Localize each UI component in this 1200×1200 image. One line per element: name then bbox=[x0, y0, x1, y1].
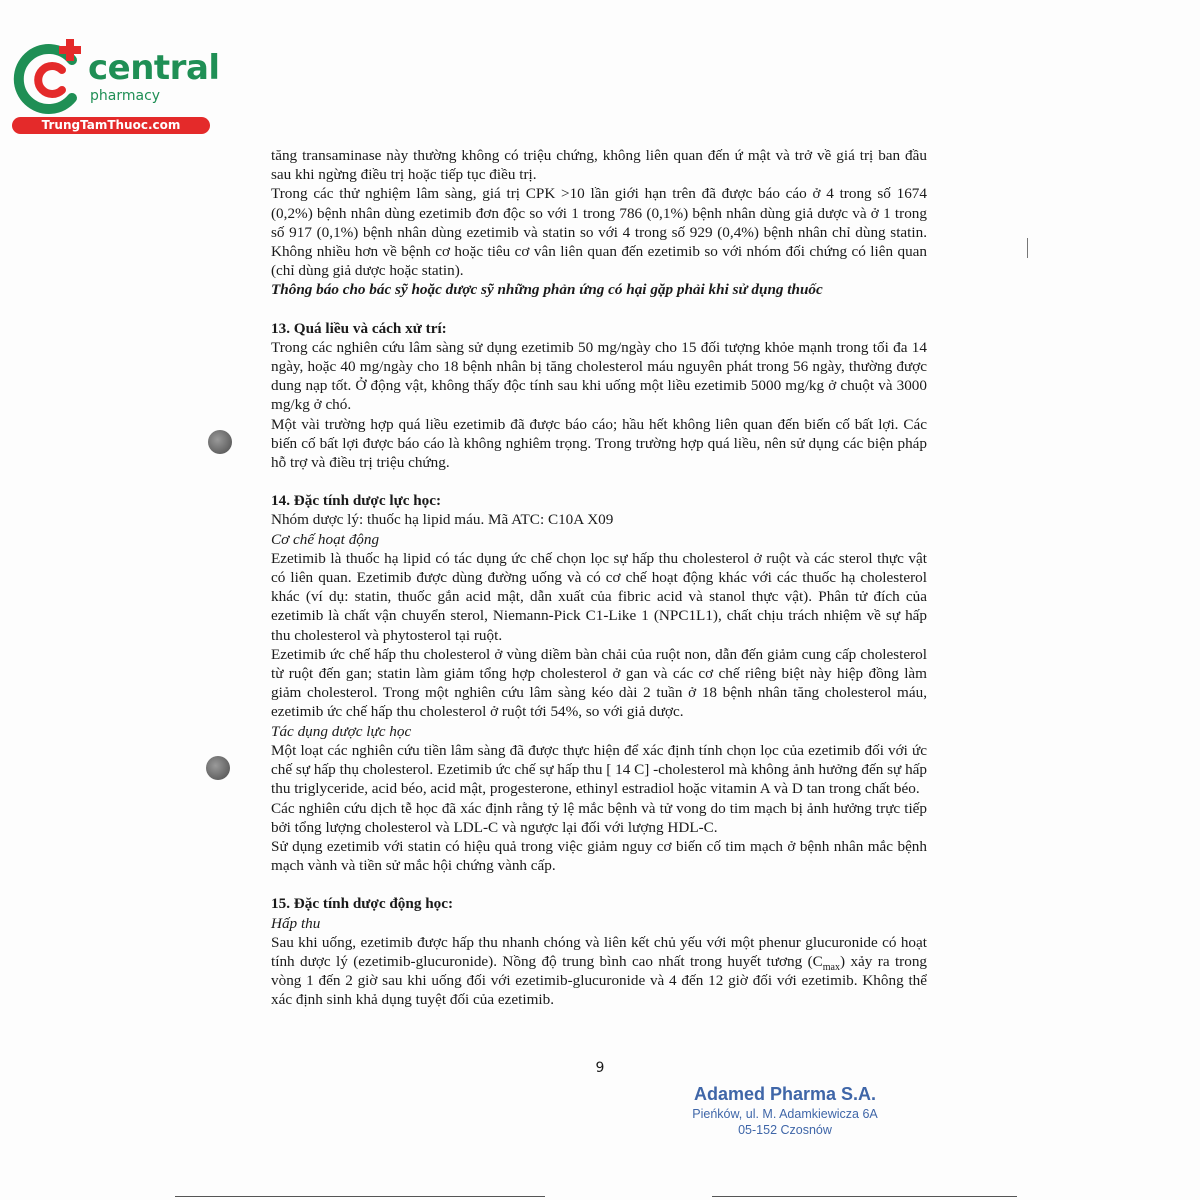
logo-subtitle: pharmacy bbox=[90, 88, 161, 104]
logo-url-banner: TrungTamThuoc.com bbox=[12, 117, 210, 134]
subheading: Tác dụng dược lực học bbox=[271, 722, 412, 740]
cmax-subscript: max bbox=[822, 961, 840, 973]
page-number: 9 bbox=[595, 1060, 605, 1076]
absorption-paragraph bbox=[271, 933, 927, 1010]
absorption-text-before: Sau khi uống, ezetimib được hấp thu nhanh chóng và liên kết chủ yếu với một phenur glucuronide có hoạt tính dược lý (ezetimib-glucuronide). Nồng độ trung bình cao nhất trong huyết tương (C bbox=[271, 933, 927, 970]
punch-hole bbox=[206, 756, 230, 780]
logo-mark-icon bbox=[10, 36, 94, 120]
report-notice: Thông báo cho bác sỹ hoặc dược sỹ những phản ứng có hại gặp phải khi sử dụng thuốc bbox=[271, 281, 823, 299]
paragraph: Ezetimib là thuốc hạ lipid có tác dụng ức chế chọn lọc sự hấp thu cholesterol ở ruột và các sterol thực vật có liên quan. Ezetimib được dùng đường uống và có cơ chế hoạt động khác với các thuốc hạ cholesterol khác (ví dụ: statin, thuốc gắn acid mật, dẫn xuất của fibric acid và stanol thực vật). Phân tử đích của ezetimib là chất vận chuyển sterol, Niemann-Pick C1-Like 1 (NPC1L1), chất chịu trách nhiệm về sự hấp thu cholesterol và phytosterol tại ruột. bbox=[271, 549, 927, 644]
stamp-address-line2: 05-152 Czosnów bbox=[738, 1123, 832, 1137]
paragraph: Ezetimib ức chế hấp thu cholesterol ở vùng diềm bàn chải của ruột non, dẫn đến giảm cung cấp cholesterol từ ruột đến gan; statin làm giảm tổng hợp cholesterol ở gan và các cơ chế riêng biệt này hiệp đồng làm giảm cholesterol. Trong một nghiên cứu lâm sàng kéo dài 2 tuần ở 18 bệnh nhân tăng cholesterol máu, ezetimib ức chế hấp thu cholesterol ở ruột tới 54%, so với giả dược. bbox=[271, 645, 927, 721]
stamp-company-name: Adamed Pharma S.A. bbox=[693, 1084, 877, 1104]
paragraph: Trong các thử nghiệm lâm sàng, giá trị CPK >10 lần giới hạn trên đã được báo cáo ở 4 trong số 1674 (0,2%) bệnh nhân dùng ezetimib đơn độc so với 1 trong 786 (0,1%) bệnh nhân dùng giả dược và ở 1 trong số 917 (0,1%) bệnh nhân dùng ezetimib và statin so với 4 trong số 929 (0,4%) bệnh nhân chỉ dùng statin. Không nhiều hơn về bệnh cơ hoặc tiêu cơ vân liên quan đến ezetimib so với nhóm đối chứng có liên quan (chỉ dùng giả dược hoặc statin). bbox=[271, 185, 927, 280]
section-heading-15: 15. Đặc tính dược động học: bbox=[271, 895, 454, 913]
punch-hole bbox=[208, 430, 232, 454]
section-heading-14: 14. Đặc tính dược lực học: bbox=[271, 492, 442, 510]
stamp-address-line1: Pieńków, ul. M. Adamkiewicza 6A bbox=[692, 1107, 878, 1121]
absorption-text-after: ) xảy ra trong vòng 1 đến 2 giờ sau khi uống đối với ezetimib-glucuronide và 4 đến 12 giờ đối với ezetimib. Không thể xác định sinh khả dụng tuyệt đối của ezetimib. bbox=[271, 952, 928, 1009]
paragraph: Một vài trường hợp quá liều ezetimib đã được báo cáo; hầu hết không liên quan đến biến cố bất lợi. Các biến cố bất lợi được báo cáo là không nghiêm trọng. Trong trường hợp quá liều, nên sử dụng các biện pháp hỗ trợ và điều trị triệu chứng. bbox=[271, 415, 927, 472]
paragraph: Trong các nghiên cứu lâm sàng sử dụng ezetimib 50 mg/ngày cho 15 đối tượng khỏe mạnh trong tối đa 14 ngày, hoặc 40 mg/ngày cho 18 bệnh nhân bị tăng cholesterol máu nguyên phát trong 56 ngày, thường được dung nạp tốt. Ở động vật, không thấy độc tính sau khi uống một liều ezetimib 5000 mg/kg ở chuột và 3000 mg/kg ở chó. bbox=[271, 338, 927, 414]
section-heading-13: 13. Quá liều và cách xử trí: bbox=[271, 319, 447, 337]
footer-rule bbox=[175, 1196, 545, 1197]
subheading: Hấp thu bbox=[271, 914, 321, 932]
company-stamp bbox=[680, 1084, 890, 1137]
subheading: Cơ chế hoạt động bbox=[271, 530, 380, 548]
paragraph: Một loạt các nghiên cứu tiền lâm sàng đã được thực hiện để xác định tính chọn lọc của ezetimib đối với ức chế sự hấp thụ cholesterol. Ezetimib ức chế sự hấp thu [ 14 C] -cholesterol mà không ảnh hưởng đến sự hấp thu triglyceride, acid béo, acid mật, progesterone, ethinyl estradiol hoặc vitamin A và D tan trong chất béo. bbox=[271, 741, 927, 798]
footer-rule bbox=[712, 1196, 1017, 1197]
logo-name: central bbox=[88, 48, 220, 88]
paragraph: Các nghiên cứu dịch tễ học đã xác định rằng tỷ lệ mắc bệnh và tử vong do tim mạch bị ảnh hưởng trực tiếp bởi tổng lượng cholesterol và LDL-C và ngược lại đối với lượng HDL-C. bbox=[271, 799, 927, 836]
margin-mark bbox=[1027, 238, 1028, 258]
paragraph: tăng transaminase này thường không có triệu chứng, không liên quan đến ứ mật và trở về giá trị ban đầu sau khi ngừng điều trị hoặc tiếp tục điều trị. bbox=[271, 147, 927, 184]
paragraph: Nhóm dược lý: thuốc hạ lipid máu. Mã ATC: C10A X09 bbox=[271, 511, 614, 529]
paragraph: Sử dụng ezetimib với statin có hiệu quả trong việc giảm nguy cơ biến cố tim mạch ở bệnh nhân mắc bệnh mạch vành và tiền sử mắc hội chứng vành cấp. bbox=[271, 837, 927, 875]
document-body bbox=[271, 146, 927, 1010]
